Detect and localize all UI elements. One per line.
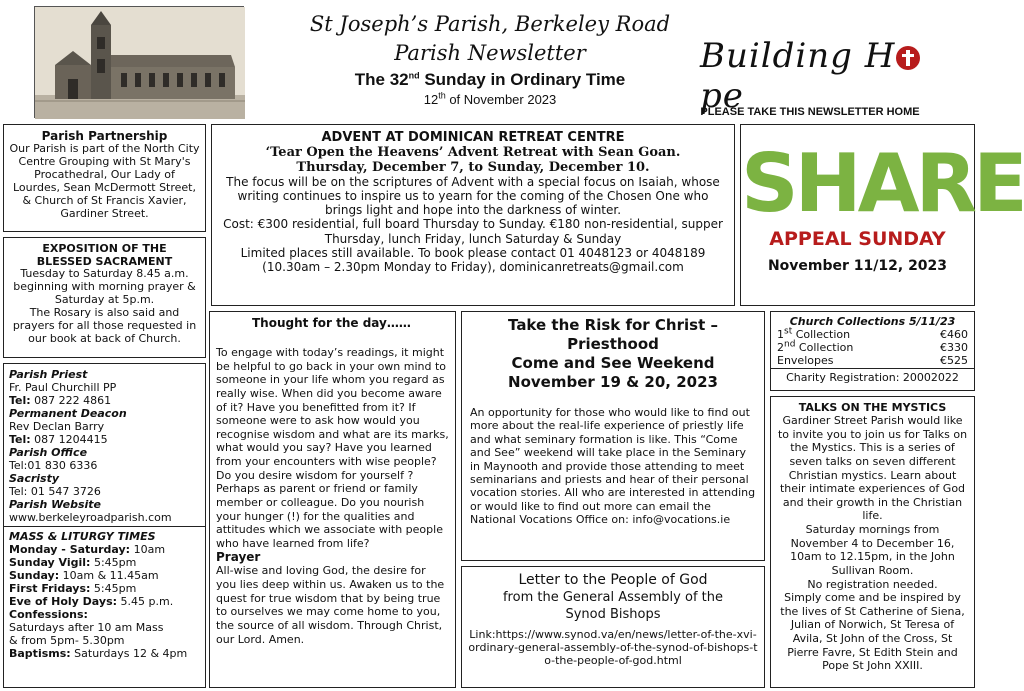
priesthood-box (461, 311, 765, 561)
mass-row: First Fridays: 5:45pm (9, 582, 137, 595)
advent-focus: The focus will be on the scriptures of Advent with a special focus on Isaiah, whose writing continues to inspire us to yearn for the coming of the Chosen One who brings light and hope into the darkness of winter. (226, 175, 720, 218)
sacristy-label: Sacristy (9, 472, 60, 485)
mystics-heading: TALKS ON THE MYSTICS (798, 401, 947, 414)
church-illustration (35, 7, 245, 119)
mystics-box (770, 396, 975, 688)
collection-row: 1st Collection €460 (777, 326, 968, 341)
collection-row: Envelopes €525 (771, 354, 974, 369)
advent-retreat-box (211, 124, 735, 306)
advent-title: ADVENT AT DOMINICAN RETREAT CENTRE (321, 130, 625, 145)
letter-subtitle-2: Synod Bishops (565, 607, 661, 622)
mystics-registration: No registration needed. (807, 577, 938, 591)
letter-title: Letter to the People of God (518, 572, 708, 588)
hope-circle-icon (896, 46, 920, 70)
risk-title-1: Take the Risk for Christ – (508, 316, 718, 334)
parish-name: St Joseph’s Parish, Berkeley Road (309, 12, 671, 36)
risk-title-4: November 19 & 20, 2023 (508, 373, 718, 391)
prayer-heading: Prayer (216, 550, 261, 565)
collections-box (770, 311, 975, 391)
letter-link[interactable]: Link:https://www.synod.va/en/news/letter-of-the-xvi-ordinary-general-assembly-of-the-synod-of-bishops-to-the-people-of-god.html (468, 628, 758, 667)
sacristy-tel: Tel: 01 547 3726 (9, 485, 101, 498)
confessions-label: Confessions: (9, 608, 88, 621)
priest-label: Parish Priest (9, 368, 88, 381)
synod-letter-box (461, 566, 765, 688)
office-label: Parish Office (9, 446, 88, 459)
thought-box (209, 311, 456, 688)
deacon-tel: Tel: 087 1204415 (9, 433, 108, 446)
take-home-notice: PLEASE TAKE THIS NEWSLETTER HOME (700, 106, 920, 118)
mystics-intro: Gardiner Street Parish would like to invite you to join us for Talks on the Mystics. This is a series of seven talks on seven different Christian mystics. Learn about their intimate experiences of God and their growth in the Christian life. (777, 414, 968, 523)
mass-row: Sunday Vigil: 5:45pm (9, 556, 137, 569)
share-heading: SHARE (741, 137, 1024, 230)
contacts-box (3, 363, 206, 688)
prayer-body: All-wise and loving God, the desire for you lies deep within us. Awaken us to the quest for true wisdom that by being true to ourselves we may come home to you, the source of all wisdom. Through Christ, our Lord. Amen. (216, 564, 445, 646)
priest-name: Fr. Paul Churchill PP (9, 381, 117, 394)
advent-dates: Thursday, December 7, to Sunday, December 10. (296, 160, 650, 175)
exposition-heading-2: BLESSED SACRAMENT (36, 255, 173, 268)
priest-tel: Tel: 087 222 4861 (9, 394, 112, 407)
exposition-rosary: The Rosary is also said and prayers for all those requested in our book at back of Church. (12, 305, 197, 345)
collection-row: 2nd Collection €330 (777, 339, 968, 354)
exposition-heading-1: EXPOSITION OF THE (42, 242, 167, 255)
mystics-schedule: Saturday mornings from November 4 to December 16, 10am to 12.15pm, in the John Sullivan Room. (790, 523, 955, 577)
thought-body: To engage with today’s readings, it might be helpful to go back in your own mind to someone in your life whom you regard as really wise. When did you become aware of it? Have you benefitted from it? If someone were to ask how would you recognise wisdom and what are its marks, what would you say? Have you learned from your encounters with wise people? Do you desire wisdom for yourself ? Perhaps as parent or friend or family member or colleague. Do you nourish your hunger (!) for the qualities and attitudes which we associate with people who have learned from life? (216, 346, 449, 550)
risk-title-2: Priesthood (567, 335, 659, 353)
thought-heading: Thought for the day…… (252, 316, 411, 330)
risk-title-3: Come and See Weekend (511, 354, 715, 372)
confessions-time-2: & from 5pm- 5.30pm (9, 634, 125, 647)
mass-row: Monday - Saturday: 10am (9, 543, 166, 556)
mystics-lives: Simply come and be inspired by the lives of St Catherine of Siena, Julian of Norwich, St Teresa of Avila, St John of the Cross, St Pierre Favre, St Edith Stein and Pope St John XXIII. (780, 591, 965, 673)
church-photo (34, 6, 244, 118)
collections-heading: Church Collections 5/11/23 (789, 315, 956, 328)
risk-body: An opportunity for those who would like to find out more about the real-life experience of priestly life and what seminary formation is like. This “Come and See” weekend will take place in the Seminary in Maynooth and provide those attending to meet seminarians and priests and hear of their personal vocation stories. All who are interested in attending or would like to find out more can email the National Vocations Office on: info@vocations.ie (470, 406, 756, 527)
mass-row: Eve of Holy Days: 5.45 p.m. (9, 595, 174, 608)
deacon-name: Rev Declan Barry (9, 420, 105, 433)
appeal-sunday-label: APPEAL SUNDAY (769, 228, 946, 250)
office-tel: Tel:01 830 6336 (9, 459, 98, 472)
building-hope-logo: Building H pe (700, 36, 950, 86)
liturgical-sunday: The 32nd Sunday in Ordinary Time (354, 70, 626, 89)
newsletter-header (250, 10, 730, 109)
parish-partnership-box (3, 124, 206, 232)
advent-cost: Cost: €300 residential, full board Thursday to Sunday. €180 non-residential, supper Thursday, lunch Friday, lunch Saturday & Sunday (223, 217, 723, 246)
website-link[interactable]: www.berkeleyroadparish.com (4, 511, 205, 527)
share-appeal-box (740, 124, 1024, 306)
exposition-box (3, 237, 206, 358)
partnership-heading: Parish Partnership (41, 129, 168, 143)
appeal-date: November 11/12, 2023 (767, 258, 948, 274)
exposition-times: Tuesday to Saturday 8.45 a.m. beginning with morning prayer & Saturday at 5p.m. (13, 267, 196, 306)
partnership-body: Our Parish is part of the North City Centre Grouping with St Mary's Procathedral, Our Lady of Lourdes, Sean McDermott Street, & Church of St Francis Xavier, Gardiner Street. (9, 142, 200, 220)
mass-heading: MASS & LITURGY TIMES (9, 530, 156, 543)
deacon-label: Permanent Deacon (9, 407, 127, 420)
advent-booking: Limited places still available. To book please contact 01 4048123 or 4048189 (10.30am – 2.30pm Monday to Friday), dominicanretreats@gmail.com (240, 245, 706, 274)
newsletter-date: 12th of November 2023 (423, 90, 557, 107)
mass-row: Sunday: 10am & 11.45am (9, 569, 159, 582)
newsletter-title: Parish Newsletter (394, 41, 586, 65)
baptisms-row: Baptisms: Saturdays 12 & 4pm (9, 647, 188, 660)
website-label: Parish Website (9, 498, 101, 511)
confessions-time-1: Saturdays after 10 am Mass (9, 621, 164, 634)
letter-subtitle-1: from the General Assembly of the (502, 590, 723, 605)
advent-subtitle: ‘Tear Open the Heavens’ Advent Retreat with Sean Goan. (265, 145, 681, 160)
charity-registration: Charity Registration: 20002022 (786, 371, 959, 384)
